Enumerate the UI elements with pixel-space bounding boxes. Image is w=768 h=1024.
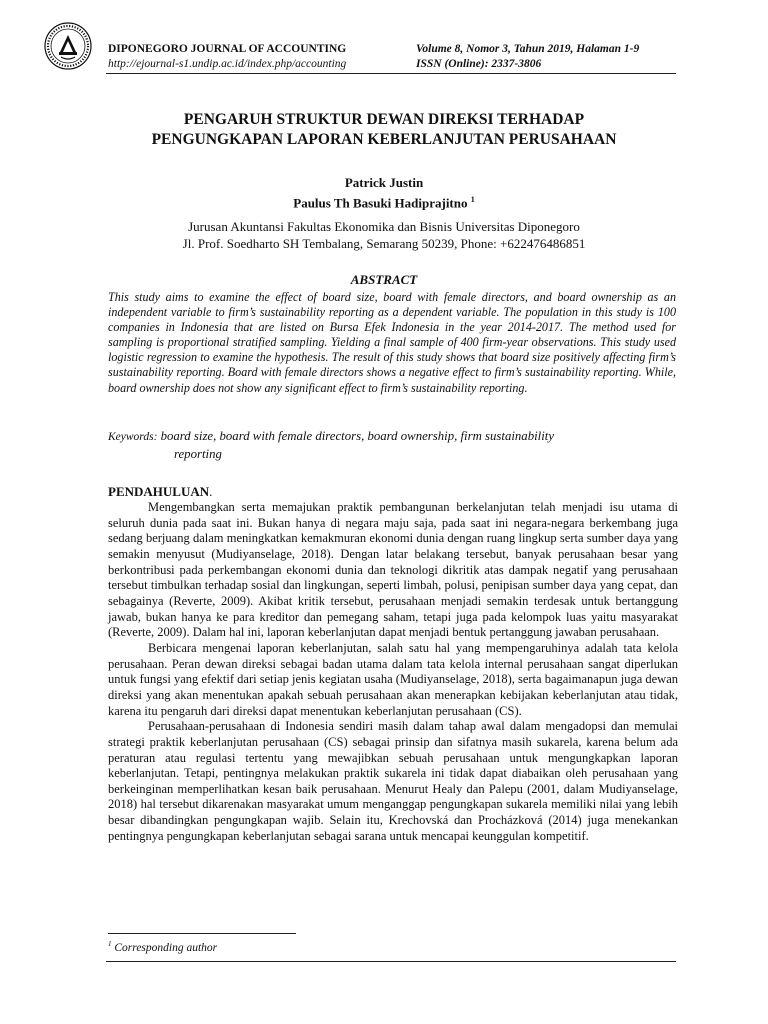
keywords-label: Keywords: (108, 431, 158, 443)
body-text (108, 500, 678, 844)
body-paragraph: Mengembangkan serta memajukan praktik pembangunan berkelanjutan telah menjadi isu utama di seluruh dunia pada saat ini. Bukan hanya di negara maju saja, pada saat ini negara-negara berkembang juga sedang berjuang dalam meningkatkan kemakmuran ekonomi dunia dengan ruang lingkup serta sumber daya yang semakin menyusut (Mudiyanselage, 2018). Dengan latar belakang tersebut, banyak perusahaan besar yang berkontribusi pada perkembangan ekonomi dunia dan teknologi dikritik atas dampak negatif yang perusahaan tersebut timbulkan terhadap sosial dan lingkungan, seperti limbah, polusi, penipisan sumber daya yang cepat, dan sebagainya (Reverte, 2009). Akibat kritik tersebut, perusahaan menjadi semakin terdesak untuk bertanggung jawab, bukan hanya ke para kreditor dan pemegang saham, tetapi juga pada kelompok luas yaitu masyarakat (Reverte, 2009). Dalam hal ini, laporan keberlanjutan dapat menjadi bentuk pertanggung jawaban perusahaan. (108, 500, 678, 640)
author-footnote-mark: 1 (470, 195, 475, 204)
issn: ISSN (Online): 2337-3806 (416, 58, 542, 70)
keywords-value: board size, board with female directors, board ownership, firm sustainability (160, 429, 555, 443)
paper-title (60, 110, 708, 150)
author-list (60, 174, 708, 211)
body-paragraph: Perusahaan-perusahaan di Indonesia sendiri masih dalam tahap awal dalam mengadopsi dan memulai strategi praktik keberlanjutan perusahaan (CS) sebagai prinsip dan sifatnya masih sukarela, karena belum ada peraturan atau regulasi tertentu yang mewajibkan sebuah perusahaan untuk mengungkapkan laporan keberlanjutan. Tetapi, pentingnya melakukan praktik sukarela ini tidak dapat diabaikan oleh perusahaan yang berkeinginan memperlihatkan kesan baik perusahaan. Menurut Healy dan Palepu (2001, dalam Mudiyanselage, 2018) hal tersebut dikarenakan masyarakat umum menganggap pengungkapan sukarela memiliki nilai yang lebih besar dibandingkan pengungkapan wajib. Selain itu, Krechovská dan Procházková (2014) juga menekankan pentingnya pengungkapan keberlanjutan sebagai sarana untuk mencapai keunggulan kompetitif. (108, 719, 678, 843)
volume-info: Volume 8, Nomor 3, Tahun 2019, Halaman 1-9 (416, 43, 640, 55)
author-name: Paulus Th Basuki Hadiprajitno (293, 195, 468, 211)
footnote-text: Corresponding author (114, 941, 218, 954)
footnote (108, 940, 217, 954)
university-seal-logo (44, 22, 92, 70)
affiliation-line: Jl. Prof. Soedharto SH Tembalang, Semarang 50239, Phone: +622476486851 (182, 236, 586, 251)
header-divider (106, 73, 676, 74)
footer-divider (106, 961, 676, 962)
journal-name: DIPONEGORO JOURNAL OF ACCOUNTING (108, 43, 347, 55)
keywords-row (108, 428, 678, 446)
title-line: PENGARUH STRUKTUR DEWAN DIREKSI TERHADAP (183, 111, 585, 128)
footnote-divider (108, 933, 296, 934)
keywords (108, 428, 678, 463)
affiliation (60, 218, 708, 252)
journal-header-right (416, 42, 639, 72)
abstract-text: This study aims to examine the effect of board size, board with female directors, and board ownership as an independent variable to firm’s sustainability reporting as a dependent variable. The population in this study is 100 companies in Indonesia that are listed on Bursa Efek Indonesia in the year 2014-2017. The method used for sampling is proportional stratified sampling. Yielding a final sample of 400 firm-year observations. This study used logistic regression to examine the hypothesis. The result of this study shows that board size positively affecting firm’s sustainability reporting. Board with female directors shows a negative effect to firm’s sustainability reporting. While, board ownership does not show any significant effect to firm’s sustainability reporting. (108, 290, 676, 395)
journal-url[interactable]: http://ejournal-s1.undip.ac.id/index.php/accounting (108, 58, 347, 70)
author-entry (60, 191, 708, 211)
author-name: Patrick Justin (344, 175, 424, 190)
section-heading-text: PENDAHULUAN (108, 484, 210, 499)
keywords-continuation: reporting (174, 447, 222, 461)
section-heading (108, 484, 212, 500)
footnote-mark: 1 (108, 940, 112, 948)
affiliation-line: Jurusan Akuntansi Fakultas Ekonomika dan Bisnis Universitas Diponegoro (188, 219, 580, 234)
title-line: PENGUNGKAPAN LAPORAN KEBERLANJUTAN PERUSAHAAN (151, 131, 617, 148)
section-heading-suffix: . (209, 484, 213, 499)
journal-header-left (108, 42, 346, 72)
body-paragraph: Berbicara mengenai laporan keberlanjutan, salah satu hal yang mempengaruhinya adalah tata kelola perusahaan. Peran dewan direksi sebagai badan utama dalam tata kelola internal perusahaan sangat diperlukan untuk fungsi yang efektif dari setiap jenis kegiatan usaha (Mudiyanselage, 2018), serta bagaimanapun juga dewan direksi yang akan menentukan apakah sebuah perusahaan akan menerapkan kebijakan keberlanjutan atau tidak, karena itu pengaruh dari direksi dapat menentukan keberlanjutan perusahaan (CS). (108, 640, 678, 718)
abstract-heading: ABSTRACT (350, 272, 418, 287)
